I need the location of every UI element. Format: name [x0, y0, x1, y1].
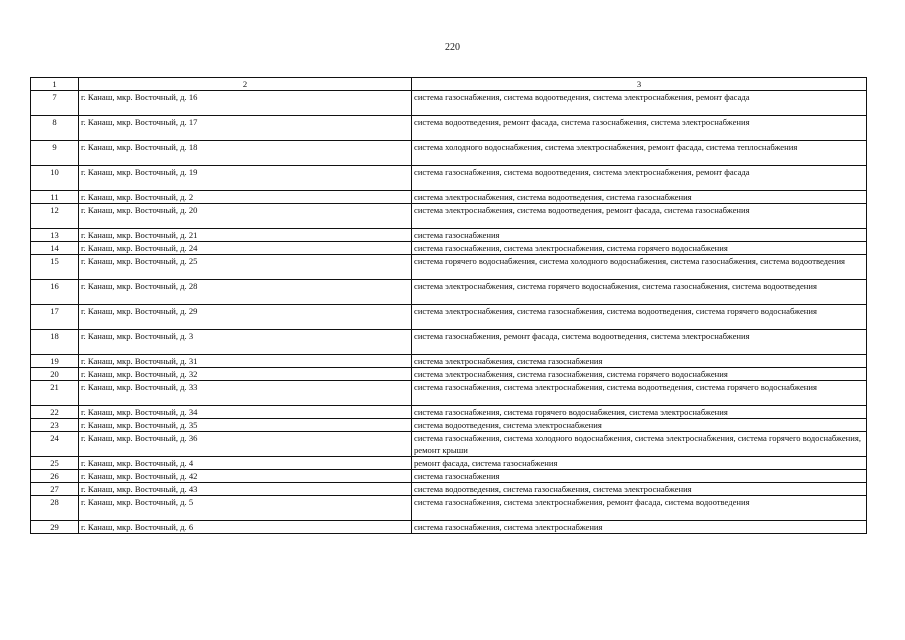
page-number: 220: [445, 42, 460, 53]
works-cell: система горячего водоснабжения, система холодного водоснабжения, система газоснабжения, система водоотведения: [412, 255, 867, 280]
address-cell: г. Канаш, мкр. Восточный, д. 29: [79, 305, 412, 330]
address-cell: г. Канаш, мкр. Восточный, д. 5: [79, 496, 412, 521]
table-row: [31, 419, 867, 432]
works-cell: система электроснабжения, система газоснабжения, система горячего водоснабжения: [412, 368, 867, 381]
table-row: [31, 483, 867, 496]
address-cell: г. Канаш, мкр. Восточный, д. 36: [79, 432, 412, 457]
row-number-cell: 21: [31, 381, 79, 406]
works-cell: система водоотведения, ремонт фасада, система газоснабжения, система электроснабжения: [412, 116, 867, 141]
address-cell: г. Канаш, мкр. Восточный, д. 6: [79, 521, 412, 534]
works-cell: система газоснабжения, система водоотведения, система электроснабжения, ремонт фасада: [412, 166, 867, 191]
works-table: [30, 77, 867, 534]
works-cell: система электроснабжения, система водоотведения, система газоснабжения: [412, 191, 867, 204]
row-number-cell: 19: [31, 355, 79, 368]
row-number-cell: 18: [31, 330, 79, 355]
table-row: [31, 406, 867, 419]
works-cell: система газоснабжения, система горячего водоснабжения, система электроснабжения: [412, 406, 867, 419]
row-number-cell: 24: [31, 432, 79, 457]
address-cell: г. Канаш, мкр. Восточный, д. 20: [79, 204, 412, 229]
table-row: [31, 229, 867, 242]
table-row: [31, 191, 867, 204]
works-cell: система электроснабжения, система газоснабжения: [412, 355, 867, 368]
works-cell: система газоснабжения, система электроснабжения, система горячего водоснабжения: [412, 242, 867, 255]
address-cell: г. Канаш, мкр. Восточный, д. 18: [79, 141, 412, 166]
works-cell: система газоснабжения, система холодного водоснабжения, система электроснабжения, система горячего водоснабжения, ремонт крыши: [412, 432, 867, 457]
address-cell: г. Канаш, мкр. Восточный, д. 24: [79, 242, 412, 255]
address-cell: г. Канаш, мкр. Восточный, д. 43: [79, 483, 412, 496]
row-number-cell: 7: [31, 91, 79, 116]
address-cell: г. Канаш, мкр. Восточный, д. 19: [79, 166, 412, 191]
address-cell: г. Канаш, мкр. Восточный, д. 25: [79, 255, 412, 280]
row-number-cell: 16: [31, 280, 79, 305]
works-cell: система газоснабжения: [412, 229, 867, 242]
table-row: [31, 355, 867, 368]
works-cell: система газоснабжения, система электроснабжения: [412, 521, 867, 534]
table-row: [31, 116, 867, 141]
table-row: [31, 368, 867, 381]
works-cell: ремонт фасада, система газоснабжения: [412, 457, 867, 470]
table-row: [31, 305, 867, 330]
column-number-2: 2: [79, 78, 412, 91]
table-row: [31, 255, 867, 280]
works-cell: система водоотведения, система электроснабжения: [412, 419, 867, 432]
address-cell: г. Канаш, мкр. Восточный, д. 16: [79, 91, 412, 116]
row-number-cell: 8: [31, 116, 79, 141]
table-row: [31, 432, 867, 457]
table-row: [31, 470, 867, 483]
works-cell: система холодного водоснабжения, система электроснабжения, ремонт фасада, система теплоснабжения: [412, 141, 867, 166]
row-number-cell: 25: [31, 457, 79, 470]
row-number-cell: 29: [31, 521, 79, 534]
address-cell: г. Канаш, мкр. Восточный, д. 32: [79, 368, 412, 381]
table-row: [31, 496, 867, 521]
address-cell: г. Канаш, мкр. Восточный, д. 4: [79, 457, 412, 470]
table-row: [31, 166, 867, 191]
address-cell: г. Канаш, мкр. Восточный, д. 17: [79, 116, 412, 141]
row-number-cell: 23: [31, 419, 79, 432]
row-number-cell: 26: [31, 470, 79, 483]
row-number-cell: 12: [31, 204, 79, 229]
table-row: [31, 457, 867, 470]
row-number-cell: 10: [31, 166, 79, 191]
address-cell: г. Канаш, мкр. Восточный, д. 35: [79, 419, 412, 432]
works-cell: система водоотведения, система газоснабжения, система электроснабжения: [412, 483, 867, 496]
column-number-3: 3: [412, 78, 867, 91]
table-row: [31, 280, 867, 305]
works-cell: система газоснабжения: [412, 470, 867, 483]
address-cell: г. Канаш, мкр. Восточный, д. 34: [79, 406, 412, 419]
works-cell: система газоснабжения, система водоотведения, система электроснабжения, ремонт фасада: [412, 91, 867, 116]
works-cell: система электроснабжения, система водоотведения, ремонт фасада, система газоснабжения: [412, 204, 867, 229]
table-row: [31, 521, 867, 534]
table-header-row: [31, 78, 867, 91]
row-number-cell: 20: [31, 368, 79, 381]
address-cell: г. Канаш, мкр. Восточный, д. 28: [79, 280, 412, 305]
address-cell: г. Канаш, мкр. Восточный, д. 3: [79, 330, 412, 355]
table-row: [31, 330, 867, 355]
row-number-cell: 14: [31, 242, 79, 255]
table-row: [31, 242, 867, 255]
works-cell: система газоснабжения, система электроснабжения, система водоотведения, система горячего водоснабжения: [412, 381, 867, 406]
row-number-cell: 11: [31, 191, 79, 204]
table-row: [31, 91, 867, 116]
address-cell: г. Канаш, мкр. Восточный, д. 21: [79, 229, 412, 242]
row-number-cell: 17: [31, 305, 79, 330]
address-cell: г. Канаш, мкр. Восточный, д. 42: [79, 470, 412, 483]
table-row: [31, 204, 867, 229]
row-number-cell: 9: [31, 141, 79, 166]
table-row: [31, 381, 867, 406]
table-row: [31, 141, 867, 166]
works-cell: система газоснабжения, ремонт фасада, система водоотведения, система электроснабжения: [412, 330, 867, 355]
row-number-cell: 27: [31, 483, 79, 496]
address-cell: г. Канаш, мкр. Восточный, д. 33: [79, 381, 412, 406]
column-number-1: 1: [31, 78, 79, 91]
row-number-cell: 13: [31, 229, 79, 242]
row-number-cell: 15: [31, 255, 79, 280]
row-number-cell: 28: [31, 496, 79, 521]
row-number-cell: 22: [31, 406, 79, 419]
address-cell: г. Канаш, мкр. Восточный, д. 31: [79, 355, 412, 368]
works-cell: система электроснабжения, система горячего водоснабжения, система газоснабжения, система водоотведения: [412, 280, 867, 305]
works-cell: система газоснабжения, система электроснабжения, ремонт фасада, система водоотведения: [412, 496, 867, 521]
address-cell: г. Канаш, мкр. Восточный, д. 2: [79, 191, 412, 204]
works-cell: система электроснабжения, система газоснабжения, система водоотведения, система горячего водоснабжения: [412, 305, 867, 330]
table-body: [31, 78, 867, 534]
